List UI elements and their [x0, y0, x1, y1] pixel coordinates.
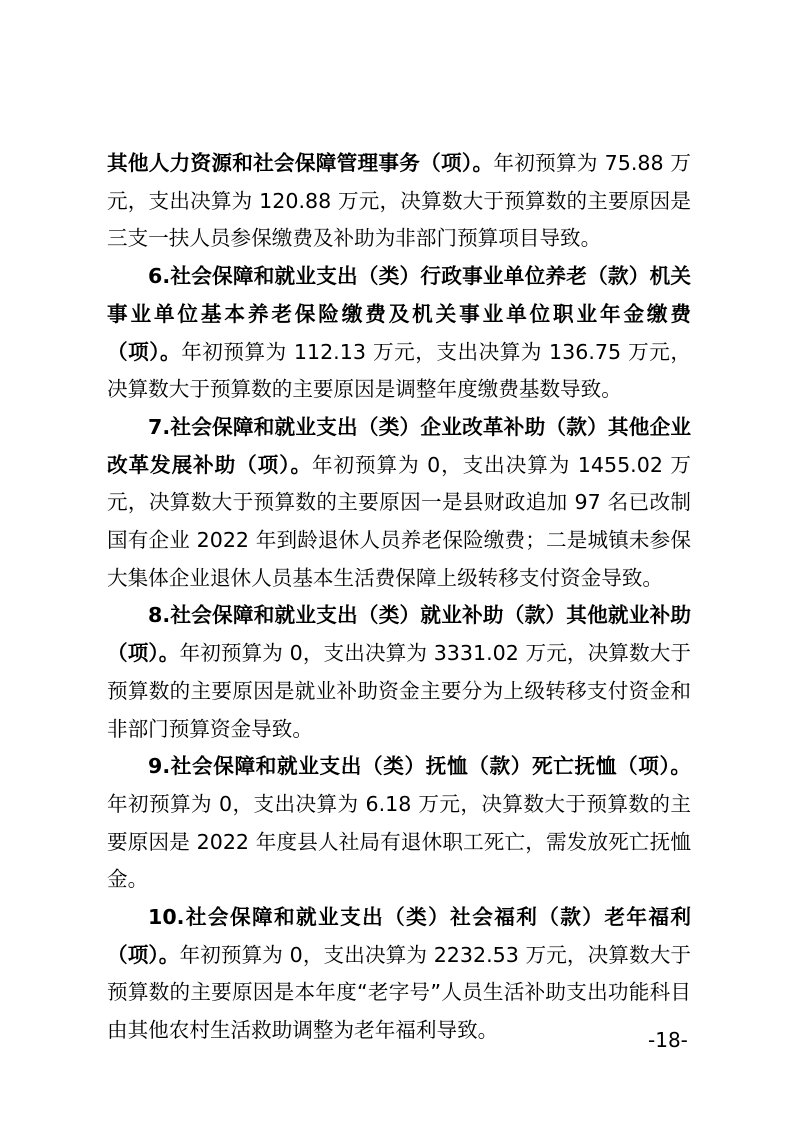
paragraph-item-9 — [107, 748, 691, 899]
paragraph-item-8 — [107, 597, 691, 748]
paragraph-text: 年初预算为 0，支出决算为 2232.53 万元，决算数大于预算数的主要原因是本年度“老字号”人员生活补助支出功能科目由其他农村生活救助调整为老年福利导致。 — [107, 942, 691, 1043]
paragraph-heading: 8.社会保障和就业支出（类）就业补助（款）其他就业补助（项）。 — [107, 603, 691, 666]
paragraph-item-7 — [107, 409, 691, 598]
paragraph-heading: 7.社会保障和就业支出（类）企业改革补助（款）其他企业改革发展补助（项）。 — [107, 414, 691, 477]
paragraph-text: 年初预算为 0，支出决算为 1455.02 万元，决算数大于预算数的主要原因一是县财政追加 97 名已改制国有企业 2022 年到龄退休人员养老保险缴费；二是城镇未参保大集体企业退休人员基本生活费保障上级转移支付资金导致。 — [107, 452, 691, 590]
paragraph-item-6 — [107, 258, 691, 409]
paragraph-heading: 10.社会保障和就业支出（类）社会福利（款）老年福利（项）。 — [107, 905, 691, 967]
paragraph-text: 年初预算为 112.13 万元，支出决算为 136.75 万元，决算数大于预算数的主要原因是调整年度缴费基数导致。 — [107, 339, 691, 402]
paragraph-heading: 9.社会保障和就业支出（类）抚恤（款）死亡抚恤（项）。 — [148, 754, 691, 779]
paragraph-heading: 其他人力资源和社会保障管理事务（项）。 — [107, 151, 494, 175]
paragraph-item-10 — [107, 899, 691, 1050]
paragraph-text: 年初预算为 0，支出决算为 6.18 万元，决算数大于预算数的主要原因是 2022 年度县人社局有退休职工死亡，需发放死亡抚恤金。 — [107, 791, 691, 892]
paragraph-continued — [107, 145, 691, 258]
paragraph-text: 年初预算为 0，支出决算为 3331.02 万元，决算数大于预算数的主要原因是就业补助资金主要分为上级转移支付资金和非部门预算资金导致。 — [107, 641, 691, 741]
document-body — [107, 145, 691, 1050]
paragraph-heading: 6.社会保障和就业支出（类）行政事业单位养老（款）机关事业单位基本养老保险缴费及机关事业单位职业年金缴费（项）。 — [107, 264, 691, 364]
page-number: -18- — [648, 1028, 688, 1052]
paragraph-text: 年初预算为 75.88 万元，支出决算为 120.88 万元，决算数大于预算数的主要原因是三支一扶人员参保缴费及补助为非部门预算项目导致。 — [107, 151, 691, 251]
